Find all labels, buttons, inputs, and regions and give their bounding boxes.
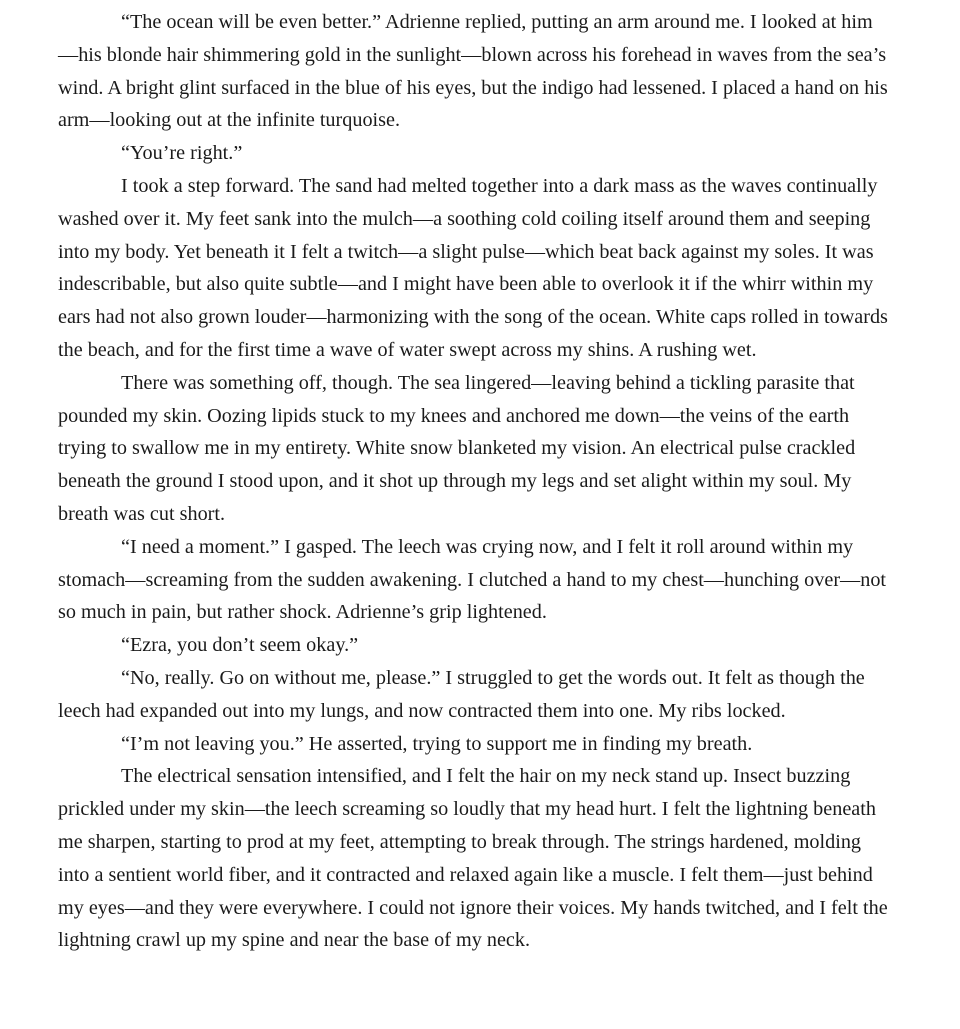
paragraph-7: “No, really. Go on without me, please.” I struggled to get the words out. It felt as though the leech had expanded out into my lungs, and now contracted them into one. My ribs locked. [58,666,865,722]
paragraph-4: There was something off, though. The sea lingered—leaving behind a tickling parasite that pounded my skin. Oozing lipids stuck to my knees and anchored me down—the veins of the earth trying to swallow me in my entirety. White snow blanketed my vision. An electrical pulse crackled beneath the ground I stood upon, and it shot up through my legs and set alight within my soul. My breath was cut short. [58,371,856,525]
paragraph-8: “I’m not leaving you.” He asserted, trying to support me in finding my breath. [121,732,753,755]
paragraph-1: “The ocean will be even better.” Adrienne replied, putting an arm around me. I looked at him—his blonde hair shimmering gold in the sunlight—blown across his forehead in waves from the sea’s wind. A bright glint surfaced in the blue of his eyes, but the indigo had lessened. I placed a hand on his arm—looking out at the infinite turquoise. [58,11,888,132]
paragraph-5: “I need a moment.” I gasped. The leech was crying now, and I felt it roll around within my stomach—screaming from the sudden awakening. I clutched a hand to my chest—hunching over—not so much in pain, but rather shock. Adrienne’s grip lightened. [58,535,887,624]
paragraph-6: “Ezra, you don’t seem okay.” [121,634,359,657]
paragraph-2: “You’re right.” [121,142,243,165]
paragraph-3: I took a step forward. The sand had melted together into a dark mass as the waves continually washed over it. My feet sank into the mulch—a soothing cold coiling itself around them and seeping into my body. Yet beneath it I felt a twitch—a slight pulse—which beat back against my soles. It was indescribable, but also quite subtle—and I might have been able to overlook it if the whirr within my ears had not also grown louder—harmonizing with the song of the ocean. White caps rolled in towards the beach, and for the first time a wave of water swept across my shins. A rushing wet. [58,174,888,361]
document-page [58,6,888,957]
paragraph-9: The electrical sensation intensified, and I felt the hair on my neck stand up. Insect buzzing prickled under my skin—the leech screaming so loudly that my head hurt. I felt the lightning beneath me sharpen, starting to prod at my feet, attempting to break through. The strings hardened, molding into a sentient world fiber, and it contracted and relaxed again like a muscle. I felt them—just behind my eyes—and they were everywhere. I could not ignore their voices. My hands twitched, and I felt the lightning crawl up my spine and near the base of my neck. [58,765,888,952]
